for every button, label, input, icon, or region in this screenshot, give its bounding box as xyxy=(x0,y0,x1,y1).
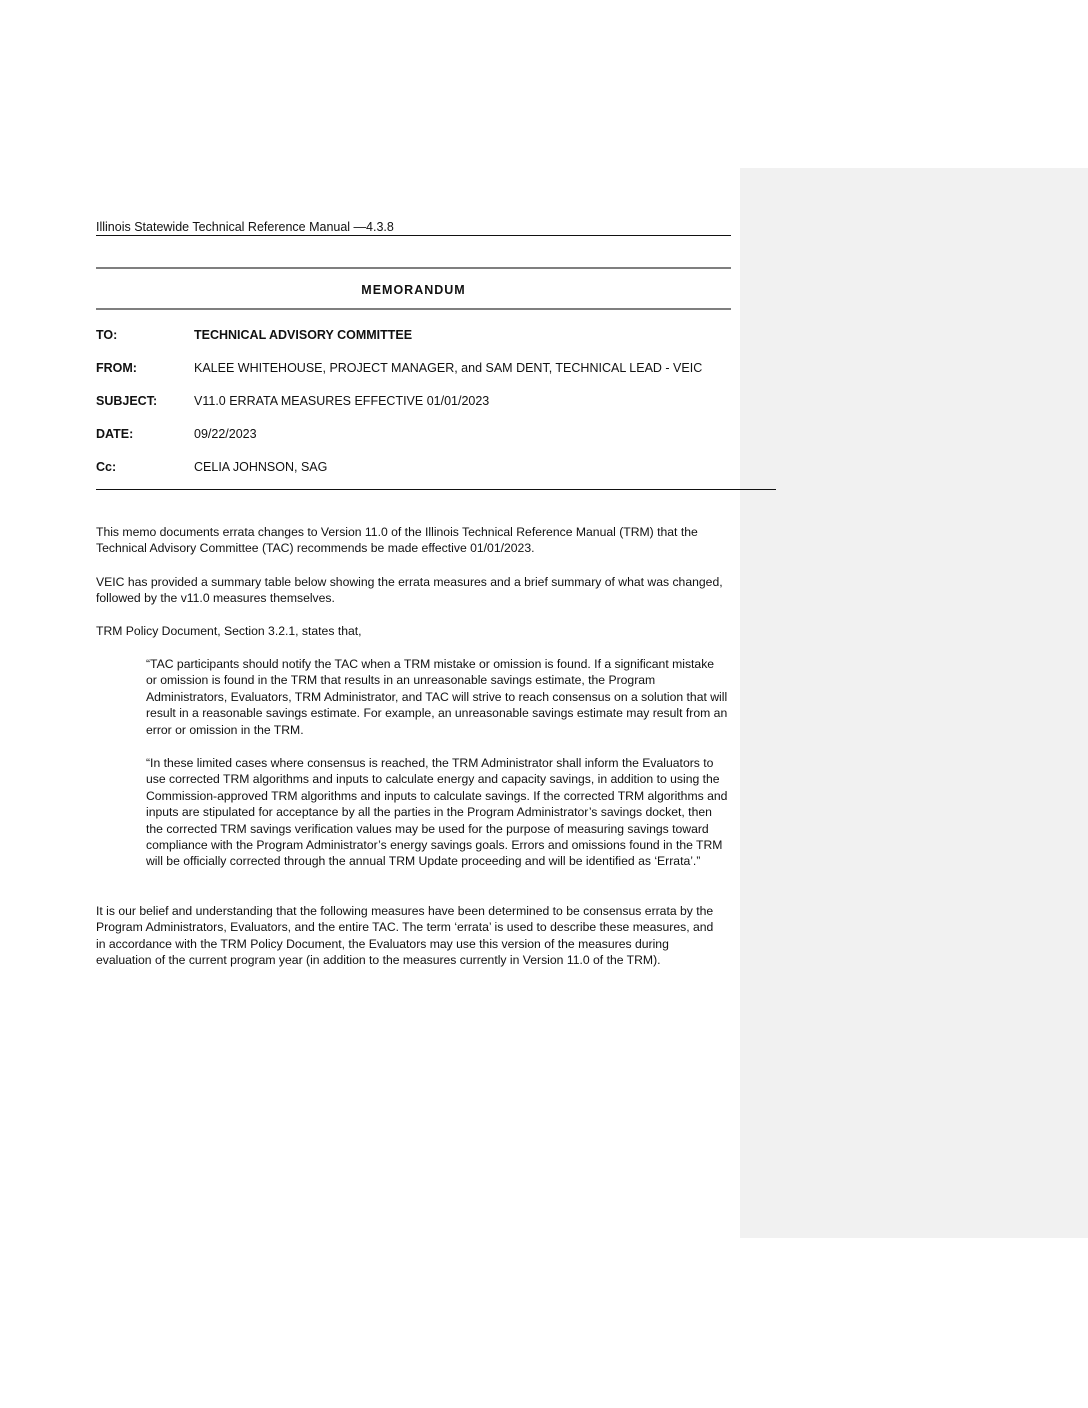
field-value: TECHNICAL ADVISORY COMMITTEE xyxy=(194,328,413,342)
memo-header-bottom-rule xyxy=(96,489,776,490)
comment-margin-pane xyxy=(740,168,1088,1238)
running-header: Illinois Statewide Technical Reference Manual —4.3.8 xyxy=(96,219,731,236)
field-label: SUBJECT: xyxy=(96,394,158,408)
field-value: V11.0 ERRATA MEASURES EFFECTIVE 01/01/2023 xyxy=(194,394,490,408)
field-label: Cc: xyxy=(96,460,117,474)
block-quote-1: “TAC participants should notify the TAC when a TRM mistake or omission is found. If a significant mistake or omission is found in the TRM that results in an unreasonable savings estimate, the Program Administrators, Evaluators, TRM Administrator, and TAC will strive to reach consensus on a solution that will result in a reasonable savings estimate. For example, an unreasonable savings estimate may result from an error or omission in the TRM. xyxy=(146,657,728,737)
body-paragraph-policy-ref: TRM Policy Document, Section 3.2.1, states that, xyxy=(96,624,362,638)
block-quote-2: “In these limited cases where consensus is reached, the TRM Administrator shall inform the Evaluators to use corrected TRM algorithms and inputs to calculate energy and capacity savings, in addition to using the Commission-approved TRM algorithms and inputs to calculate savings. If the corrected TRM algorithms and inputs are stipulated for acceptance by all the parties in the Program Administrator’s savings docket, then the corrected TRM savings verification values may be used for the purpose of measuring savings toward compliance with the Program Administrator’s energy savings goals. Errors and omissions found in the TRM will be officially corrected through the annual TRM Update proceeding and will be identified as ‘Errata’.” xyxy=(146,756,728,869)
body-paragraph-summary: VEIC has provided a summary table below showing the errata measures and a brief summary of what was changed, followed by the v11.0 measures themselves. xyxy=(96,575,723,606)
field-value: CELIA JOHNSON, SAG xyxy=(194,460,328,474)
field-label: FROM: xyxy=(96,361,137,375)
memo-top-rule xyxy=(96,267,731,269)
field-value: 09/22/2023 xyxy=(194,427,257,441)
memo-title-rule xyxy=(96,308,731,310)
body-paragraph-intro: This memo documents errata changes to Version 11.0 of the Illinois Technical Reference Manual (TRM) that the Technical Advisory Committee (TAC) recommends be made effective 01/01/2023. xyxy=(96,525,698,556)
field-value: KALEE WHITEHOUSE, PROJECT MANAGER, and SAM DENT, TECHNICAL LEAD - VEIC xyxy=(194,361,703,375)
memo-title: MEMORANDUM xyxy=(361,283,466,297)
body-paragraph-conclusion: It is our belief and understanding that the following measures have been determined to be consensus errata by the Program Administrators, Evaluators, and the entire TAC. The term ‘errata’ is used to describe these measures, and in accordance with the TRM Policy Document, the Evaluators may use this version of the measures during evaluation of the current program year (in addition to the measures currently in Version 11.0 of the TRM). xyxy=(96,904,714,968)
field-label: DATE: xyxy=(96,427,134,441)
field-label: TO: xyxy=(96,328,118,342)
